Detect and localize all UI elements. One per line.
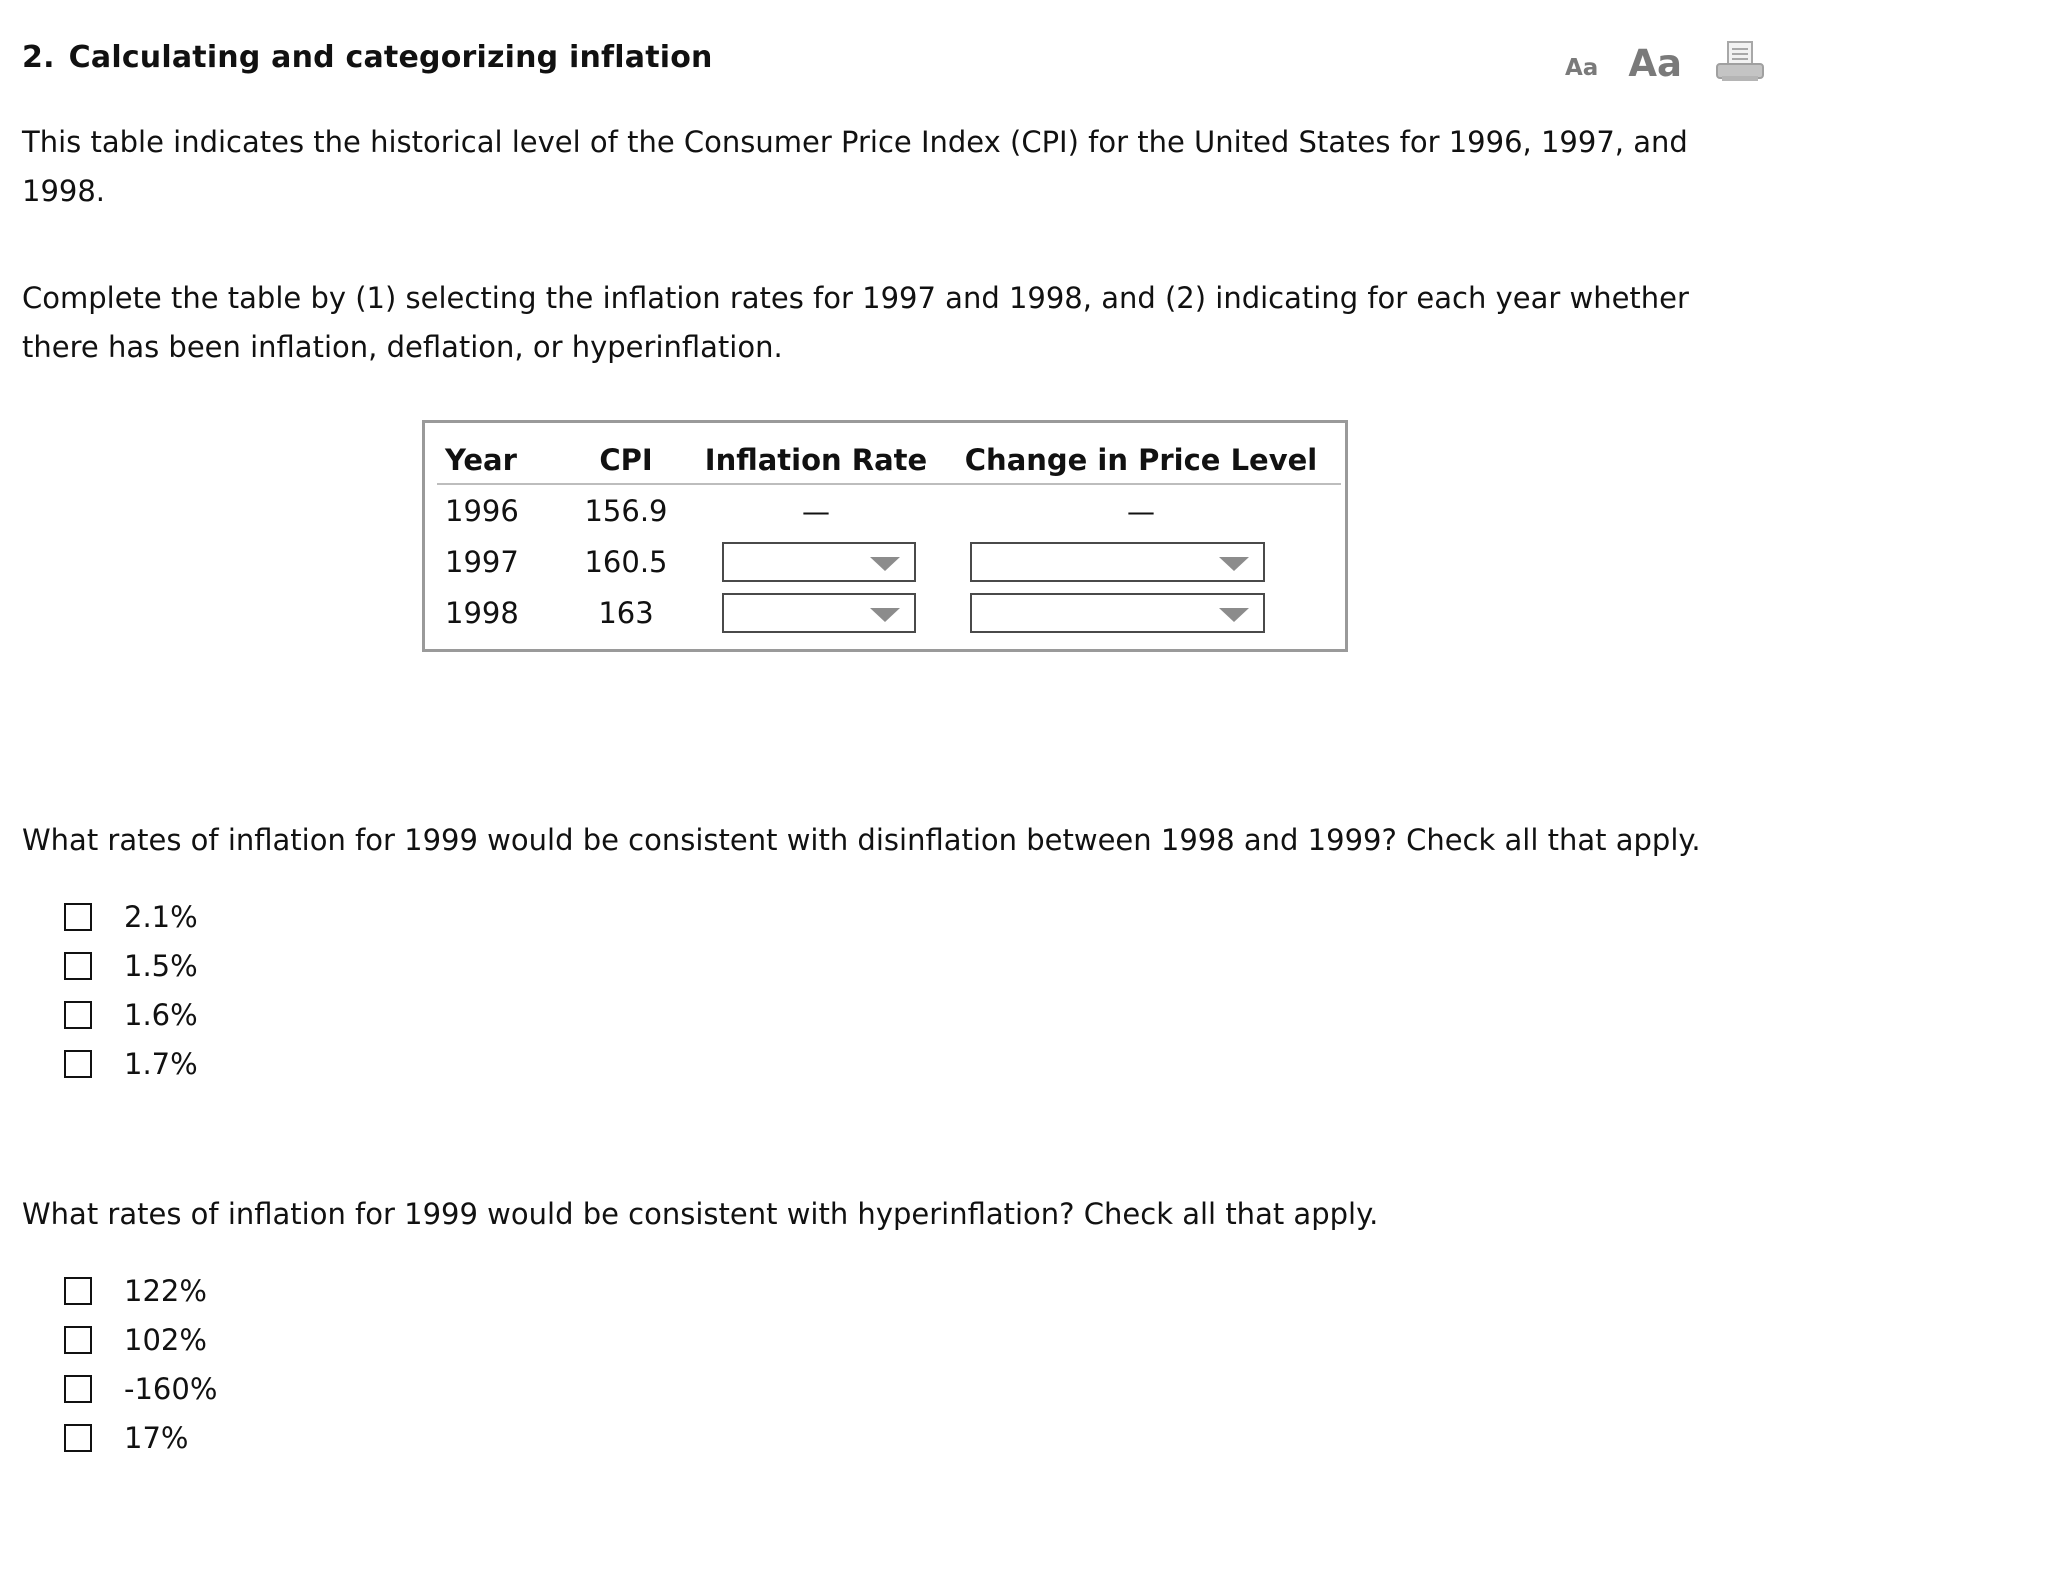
option-label: 102% (124, 1322, 207, 1357)
table-row (437, 536, 1341, 587)
checkbox-option[interactable] (64, 1364, 217, 1413)
increase-font-button[interactable]: Aa (1628, 42, 1682, 85)
cell-inflation-rate (691, 587, 941, 638)
question-title-text: Calculating and categorizing inflation (68, 40, 713, 75)
header-inflation-rate: Inflation Rate (691, 437, 941, 484)
cell-year: 1998 (445, 595, 519, 630)
decrease-font-button[interactable]: Aa (1565, 55, 1599, 81)
option-label: 1.7% (124, 1046, 198, 1081)
cell-change (941, 484, 1341, 536)
checkbox-option[interactable] (64, 1039, 198, 1088)
option-label: 2.1% (124, 899, 198, 934)
hyperinflation-options (64, 1266, 217, 1462)
cell-cpi: 160.5 (584, 544, 668, 579)
caret-down-icon (870, 557, 900, 571)
cell-cpi: 163 (598, 595, 654, 630)
hyperinflation-question: What rates of inflation for 1999 would be consistent with hyperinflation? Check all that apply. (22, 1197, 1379, 1231)
checkbox[interactable] (64, 1424, 92, 1452)
checkbox[interactable] (64, 1050, 92, 1078)
table-row (437, 587, 1341, 638)
cpi-table-container (422, 420, 1348, 652)
header-cpi: CPI (561, 437, 691, 484)
inflation-rate-1997-dropdown[interactable] (722, 542, 916, 582)
cell-change (941, 536, 1341, 587)
checkbox[interactable] (64, 1375, 92, 1403)
checkbox[interactable] (64, 1277, 92, 1305)
disinflation-question: What rates of inflation for 1999 would be consistent with disinflation between 1998 and 1999? Check all that apply. (22, 823, 1701, 857)
cell-year: 1996 (445, 493, 519, 528)
table-row (437, 484, 1341, 536)
price-level-1998-dropdown[interactable] (970, 593, 1265, 633)
change-dash: — (1127, 494, 1155, 528)
checkbox-option[interactable] (64, 892, 198, 941)
text-tools (1565, 34, 1766, 84)
disinflation-options (64, 892, 198, 1088)
caret-down-icon (1219, 557, 1249, 571)
print-icon[interactable] (1714, 40, 1766, 84)
checkbox-option[interactable] (64, 941, 198, 990)
option-label: 17% (124, 1420, 189, 1455)
checkbox[interactable] (64, 903, 92, 931)
intro-text: This table indicates the historical level of the Consumer Price Index (CPI) for the United States for 1996, 1997, and 1998. (22, 125, 1688, 208)
instructions-text: Complete the table by (1) selecting the inflation rates for 1997 and 1998, and (2) indicating for each year whether there has been inflation, deflation, or hyperinflation. (22, 281, 1689, 364)
checkbox-option[interactable] (64, 990, 198, 1039)
option-label: 122% (124, 1273, 207, 1308)
caret-down-icon (1219, 608, 1249, 622)
inflation-rate-dash: — (802, 494, 830, 528)
checkbox[interactable] (64, 1001, 92, 1029)
table-header-row (437, 437, 1341, 484)
cpi-table (437, 437, 1341, 638)
checkbox-option[interactable] (64, 1315, 217, 1364)
price-level-1997-dropdown[interactable] (970, 542, 1265, 582)
header-change-in-price-level: Change in Price Level (941, 437, 1341, 484)
cell-change (941, 587, 1341, 638)
cell-inflation-rate (691, 484, 941, 536)
caret-down-icon (870, 608, 900, 622)
question-number: 2. (22, 40, 55, 75)
checkbox[interactable] (64, 952, 92, 980)
cell-inflation-rate (691, 536, 941, 587)
option-label: 1.5% (124, 948, 198, 983)
checkbox[interactable] (64, 1326, 92, 1354)
inflation-rate-1998-dropdown[interactable] (722, 593, 916, 633)
option-label: 1.6% (124, 997, 198, 1032)
header-year: Year (437, 437, 561, 484)
checkbox-option[interactable] (64, 1266, 217, 1315)
checkbox-option[interactable] (64, 1413, 217, 1462)
cell-year: 1997 (445, 544, 519, 579)
cell-cpi: 156.9 (584, 493, 668, 528)
option-label: -160% (124, 1371, 218, 1406)
question-title (22, 40, 713, 75)
